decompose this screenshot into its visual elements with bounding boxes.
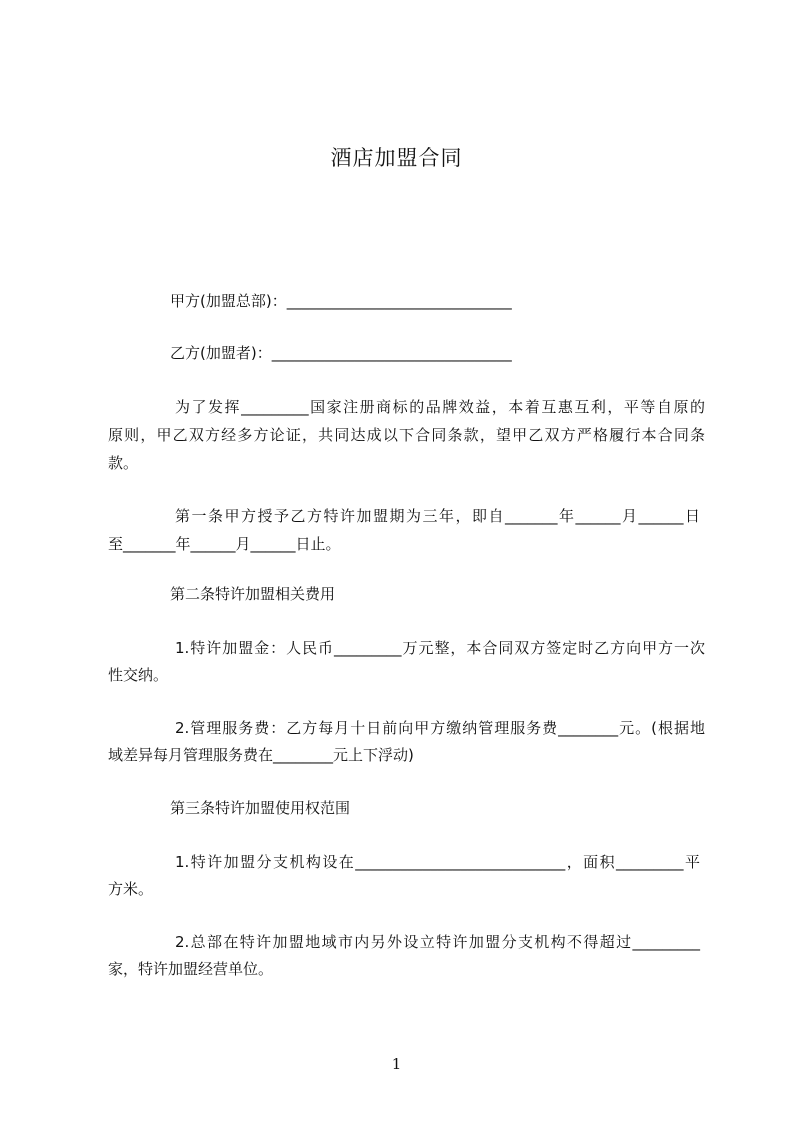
article1-line-1: 第一条甲方授予乙方特许加盟期为三年，即自_______年______月______日 [175,507,700,525]
article2-item2-line-2: 域差异每月管理服务费在________元上下浮动) [108,746,414,764]
article2-item2-line-1: 2.管理服务费：乙方每月十日前向甲方缴纳管理服务费________元。(根据地 [175,719,705,737]
article3-item1-line-1: 1.特许加盟分支机构设在____________________________，面积_________平 [175,853,700,871]
article3-item2-line-1: 2.总部在特许加盟地域市内另外设立特许加盟分支机构不得超过_________ [175,933,700,951]
article3-item1-line-2: 方米。 [108,880,154,898]
intro-line-3: 款。 [108,454,139,472]
article3-heading: 第三条特许加盟使用权范围 [170,799,351,817]
article3-item2-line-2: 家，特许加盟经营单位。 [108,960,274,978]
page-number: 1 [391,1055,402,1073]
article2-heading: 第二条特许加盟相关费用 [170,585,336,603]
article2-item1-line-2: 性交纳。 [108,666,169,684]
party-a-line: 甲方(加盟总部)：______________________________ [170,292,512,310]
document-title: 酒店加盟合同 [330,146,463,170]
party-b-line: 乙方(加盟者)：________________________________ [170,344,512,362]
article2-item1-line-1: 1.特许加盟金：人民币_________万元整，本合同双方签定时乙方向甲方一次 [175,639,705,657]
article1-line-2: 至_______年______月______日止。 [108,535,341,553]
intro-line-2: 原则，甲乙双方经多方论证，共同达成以下合同条款，望甲乙双方严格履行本合同条 [108,426,705,444]
intro-line-1: 为了发挥_________国家注册商标的品牌效益，本着互惠互利，平等自原的 [175,398,705,416]
